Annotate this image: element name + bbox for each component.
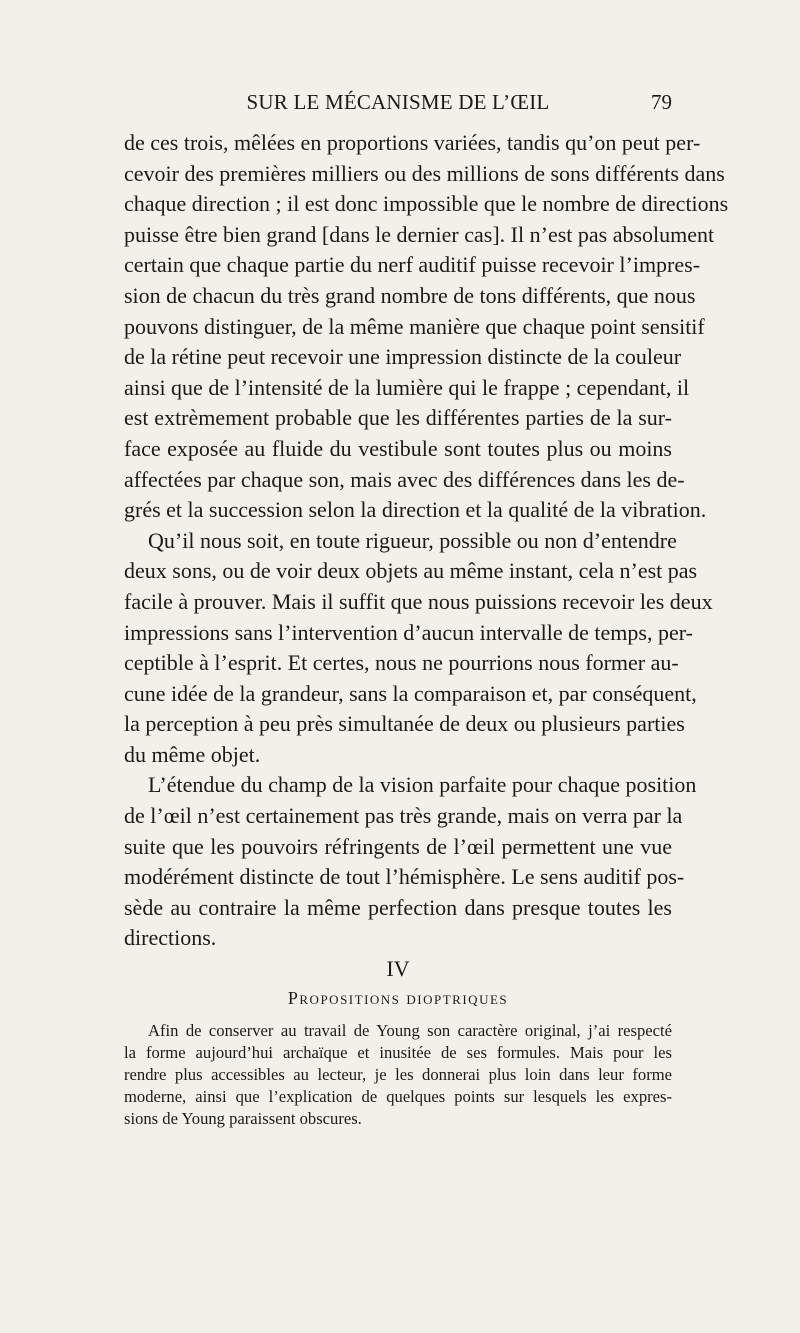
text-line: de ces trois, mêlées en proportions variées, tandis qu’on peut per- — [124, 130, 701, 155]
text-line: face exposée au fluide du vestibule sont toutes plus ou moins — [124, 435, 672, 461]
text-line: pouvons distinguer, de la même manière que chaque point sensitif — [124, 313, 705, 339]
text-line: la perception à peu près simultanée de deux ou plusieurs parties — [124, 711, 685, 737]
text-line: est extrèmement probable que les différentes parties de la sur- — [124, 405, 672, 431]
text-line: grés et la succession selon la direction et la qualité de la vibration. — [124, 497, 707, 523]
body-text — [124, 128, 729, 954]
page-number: 79 — [651, 90, 672, 114]
text-line: directions. — [124, 925, 217, 951]
note-line: la forme aujourd’hui archaïque et inusitée de ses formules. Mais pour les — [124, 1043, 672, 1062]
text-line: puisse être bien grand [dans le dernier cas]. Il n’est pas absolument — [124, 221, 715, 247]
note-line: moderne, ainsi que l’explication de quelques points sur lesquels les expres- — [124, 1087, 672, 1106]
text-line: sion de chacun du très grand nombre de tons différents, que nous — [124, 282, 696, 308]
text-line: du même objet. — [124, 741, 261, 767]
text-line: sède au contraire la même perfection dans presque toutes les — [124, 894, 672, 920]
text-line: suite que les pouvoirs réfringents de l’œil permettent une vue — [124, 833, 672, 859]
section-title: Propositions dioptriques — [287, 988, 509, 1008]
text-line: de la rétine peut recevoir une impression distincte de la couleur — [124, 344, 682, 370]
text-line: cune idée de la grandeur, sans la comparaison et, par conséquent, — [124, 680, 697, 706]
text-line: impressions sans l’intervention d’aucun intervalle de temps, per- — [124, 619, 693, 645]
text-line: de l’œil n’est certainement pas très grande, mais on verra par la — [124, 803, 683, 829]
text-line: ainsi que de l’intensité de la lumière qui le frappe ; cependant, il — [124, 374, 690, 400]
note-line: rendre plus accessibles au lecteur, je les donnerai plus loin dans leur forme — [124, 1065, 672, 1084]
text-line: modérément distincte de tout l’hémisphère. Le sens auditif pos- — [124, 864, 685, 890]
text-line: deux sons, ou de voir deux objets au même instant, cela n’est pas — [124, 558, 698, 584]
text-line: affectées par chaque son, mais avec des différences dans les de- — [124, 466, 685, 492]
text-line: cevoir des premières milliers ou des millions de sons différents dans — [124, 160, 725, 186]
section-number: IV — [386, 956, 410, 981]
text-line: facile à prouver. Mais il suffit que nous puissions recevoir les deux — [124, 588, 713, 614]
text-line: Qu’il nous soit, en toute rigueur, possible ou non d’entendre — [148, 527, 677, 553]
text-line: chaque direction ; il est donc impossible que le nombre de directions — [124, 191, 729, 217]
text-line: ceptible à l’esprit. Et certes, nous ne pourrions nous former au- — [124, 650, 679, 676]
text-line: L’étendue du champ de la vision parfaite pour chaque position — [148, 772, 697, 798]
running-title: SUR LE MÉCANISME DE L’ŒIL — [246, 90, 550, 114]
note-line: Afin de conserver au travail de Young son caractère original, j’ai respecté — [148, 1021, 672, 1040]
running-head — [124, 90, 672, 122]
text-line: certain que chaque partie du nerf auditif puisse recevoir l’impres- — [124, 252, 701, 278]
note-line: sions de Young paraissent obscures. — [124, 1109, 362, 1128]
footnote — [124, 1020, 672, 1130]
